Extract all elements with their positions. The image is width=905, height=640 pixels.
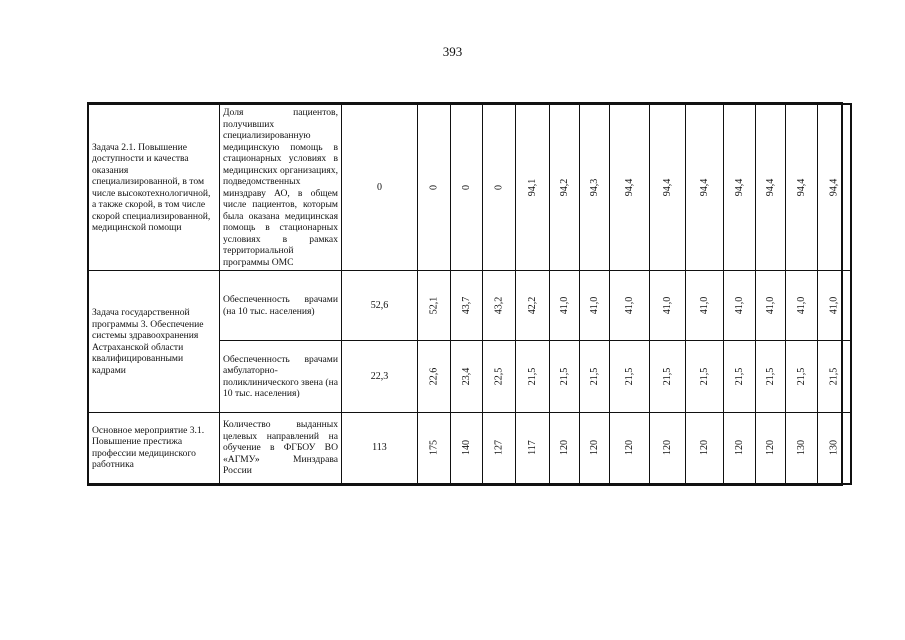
value-cell: 21,5: [610, 341, 650, 413]
task-cell: Задача 2.1. Повышение доступности и качества оказания специализированной, в том числе высокотехнологичной, а также скорой, в том числе скорой специализированной, медицинской помощи: [89, 104, 220, 271]
base-value-cell: 113: [342, 413, 418, 484]
value-cell: 41,0: [686, 271, 724, 341]
value-cell: 120: [686, 413, 724, 484]
value-cell: 120: [756, 413, 786, 484]
value-cell: 41,0: [650, 271, 686, 341]
value-cell: 120: [724, 413, 756, 484]
value-cell: 130: [786, 413, 818, 484]
value-cell: 43,2: [483, 271, 516, 341]
value-cell: 41,0: [580, 271, 610, 341]
base-value-cell: 22,3: [342, 341, 418, 413]
value-cell: 0: [483, 104, 516, 271]
base-value-cell: 52,6: [342, 271, 418, 341]
value-cell: 140: [451, 413, 483, 484]
value-cell: 120: [610, 413, 650, 484]
indicators-table: [88, 103, 852, 485]
value-cell: 94,4: [818, 104, 851, 271]
value-cell: 130: [818, 413, 851, 484]
value-cell: 94,4: [756, 104, 786, 271]
value-cell: 120: [650, 413, 686, 484]
value-cell: 21,5: [580, 341, 610, 413]
value-cell: 120: [550, 413, 580, 484]
value-cell: 21,5: [756, 341, 786, 413]
value-cell: 21,5: [818, 341, 851, 413]
page-number: 393: [442, 44, 463, 59]
table-row: [89, 104, 851, 271]
value-cell: 94,4: [610, 104, 650, 271]
value-cell: 0: [418, 104, 451, 271]
value-cell: 94,2: [550, 104, 580, 271]
value-cell: 41,0: [756, 271, 786, 341]
indicator-cell: Доля пациентов, получивших специализированную медицинскую помощь в стационарных условиях в медицинских организациях, подведомственных минздраву АО, в общем числе пациентов, которым была оказана медицинская помощь в стационарных условиях в рамках территориальной программы ОМС: [220, 104, 342, 271]
value-cell: 94,4: [724, 104, 756, 271]
value-cell: 21,5: [686, 341, 724, 413]
value-cell: 94,4: [686, 104, 724, 271]
value-cell: 23,4: [451, 341, 483, 413]
value-cell: 22,5: [483, 341, 516, 413]
table-row: [89, 413, 851, 484]
value-cell: 120: [580, 413, 610, 484]
value-cell: 21,5: [786, 341, 818, 413]
value-cell: 94,4: [650, 104, 686, 271]
value-cell: 41,0: [786, 271, 818, 341]
value-cell: 43,7: [451, 271, 483, 341]
value-cell: 21,5: [550, 341, 580, 413]
value-cell: 94,3: [580, 104, 610, 271]
value-cell: 127: [483, 413, 516, 484]
value-cell: 175: [418, 413, 451, 484]
value-cell: 94,4: [786, 104, 818, 271]
value-cell: 41,0: [550, 271, 580, 341]
value-cell: 22,6: [418, 341, 451, 413]
value-cell: 52,1: [418, 271, 451, 341]
value-cell: 21,5: [516, 341, 550, 413]
indicator-cell: Обеспеченность врачами амбулаторно-поликлинического звена (на 10 тыс. населения): [220, 341, 342, 413]
indicator-cell: Количество выданных целевых направлений на обучение в ФГБОУ ВО «АГМУ» Минздрава России: [220, 413, 342, 484]
value-cell: 42,2: [516, 271, 550, 341]
value-cell: 94,1: [516, 104, 550, 271]
value-cell: 21,5: [650, 341, 686, 413]
value-cell: 41,0: [610, 271, 650, 341]
indicator-cell: Обеспеченность врачами (на 10 тыс. населения): [220, 271, 342, 341]
value-cell: 21,5: [724, 341, 756, 413]
value-cell: 0: [451, 104, 483, 271]
base-value-cell: 0: [342, 104, 418, 271]
task-cell: Основное мероприятие 3.1. Повышение престижа профессии медицинского работника: [89, 413, 220, 484]
value-cell: 117: [516, 413, 550, 484]
task-cell: Задача государственной программы 3. Обеспечение системы здравоохранения Астраханской области квалифицированными кадрами: [89, 271, 220, 413]
value-cell: 41,0: [818, 271, 851, 341]
table-row: [89, 271, 851, 341]
value-cell: 41,0: [724, 271, 756, 341]
